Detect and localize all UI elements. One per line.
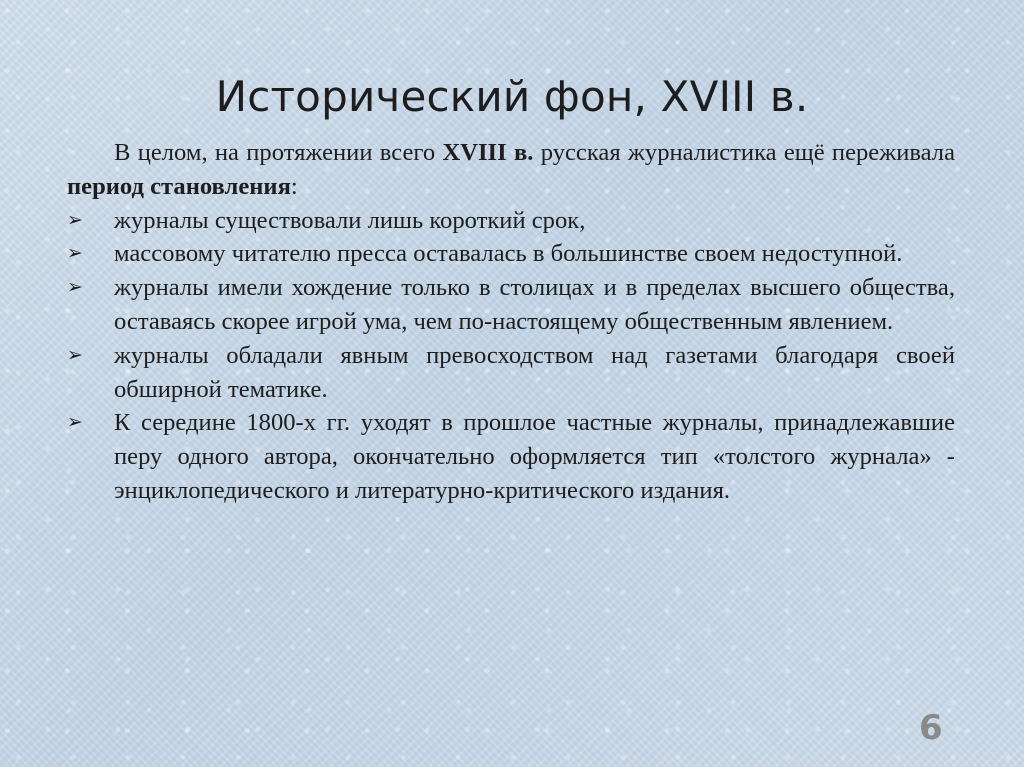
bullet-text: К середине 1800-х гг. уходят в прошлое частные журналы, принадлежавшие перу одного автора, окончательно оформляется тип «толстого журнала» - энциклопедического и литературно-критического издания. bbox=[114, 409, 955, 504]
bullet-text: журналы существовали лишь короткий срок, bbox=[114, 206, 586, 234]
arrow-bullet-icon: ➢ bbox=[67, 411, 83, 434]
bullet-text: журналы обладали явным превосходством над газетами благодаря своей обширной тематике. bbox=[114, 341, 955, 403]
slide-title: Исторический фон, XVIII в. bbox=[215, 72, 809, 121]
slide-body bbox=[67, 136, 955, 508]
list-item bbox=[67, 271, 955, 339]
intro-text-3: : bbox=[290, 172, 298, 200]
bullet-text: массовому читателю пресса оставалась в большинстве своем недоступной. bbox=[114, 240, 903, 268]
page-number: 6 bbox=[919, 708, 943, 748]
arrow-bullet-icon: ➢ bbox=[67, 276, 83, 299]
bullet-text: журналы имели хождение только в столицах и в пределах высшего общества, оставаясь скорее игрой ума, чем по-настоящему общественным явлением. bbox=[114, 274, 955, 335]
intro-bold-period: период становления bbox=[67, 172, 291, 200]
list-item bbox=[67, 237, 955, 271]
intro-paragraph bbox=[67, 136, 955, 204]
intro-text-1: В целом, на протяжении всего bbox=[114, 139, 443, 166]
arrow-bullet-icon: ➢ bbox=[67, 208, 83, 231]
list-item bbox=[67, 204, 955, 238]
intro-bold-century: XVIII в. bbox=[442, 139, 534, 166]
intro-text-2: русская журналистика ещё переживала bbox=[533, 139, 955, 166]
arrow-bullet-icon: ➢ bbox=[67, 343, 83, 366]
arrow-bullet-icon: ➢ bbox=[67, 242, 83, 265]
bullet-list bbox=[67, 204, 955, 508]
list-item bbox=[67, 339, 955, 407]
list-item bbox=[67, 406, 955, 507]
